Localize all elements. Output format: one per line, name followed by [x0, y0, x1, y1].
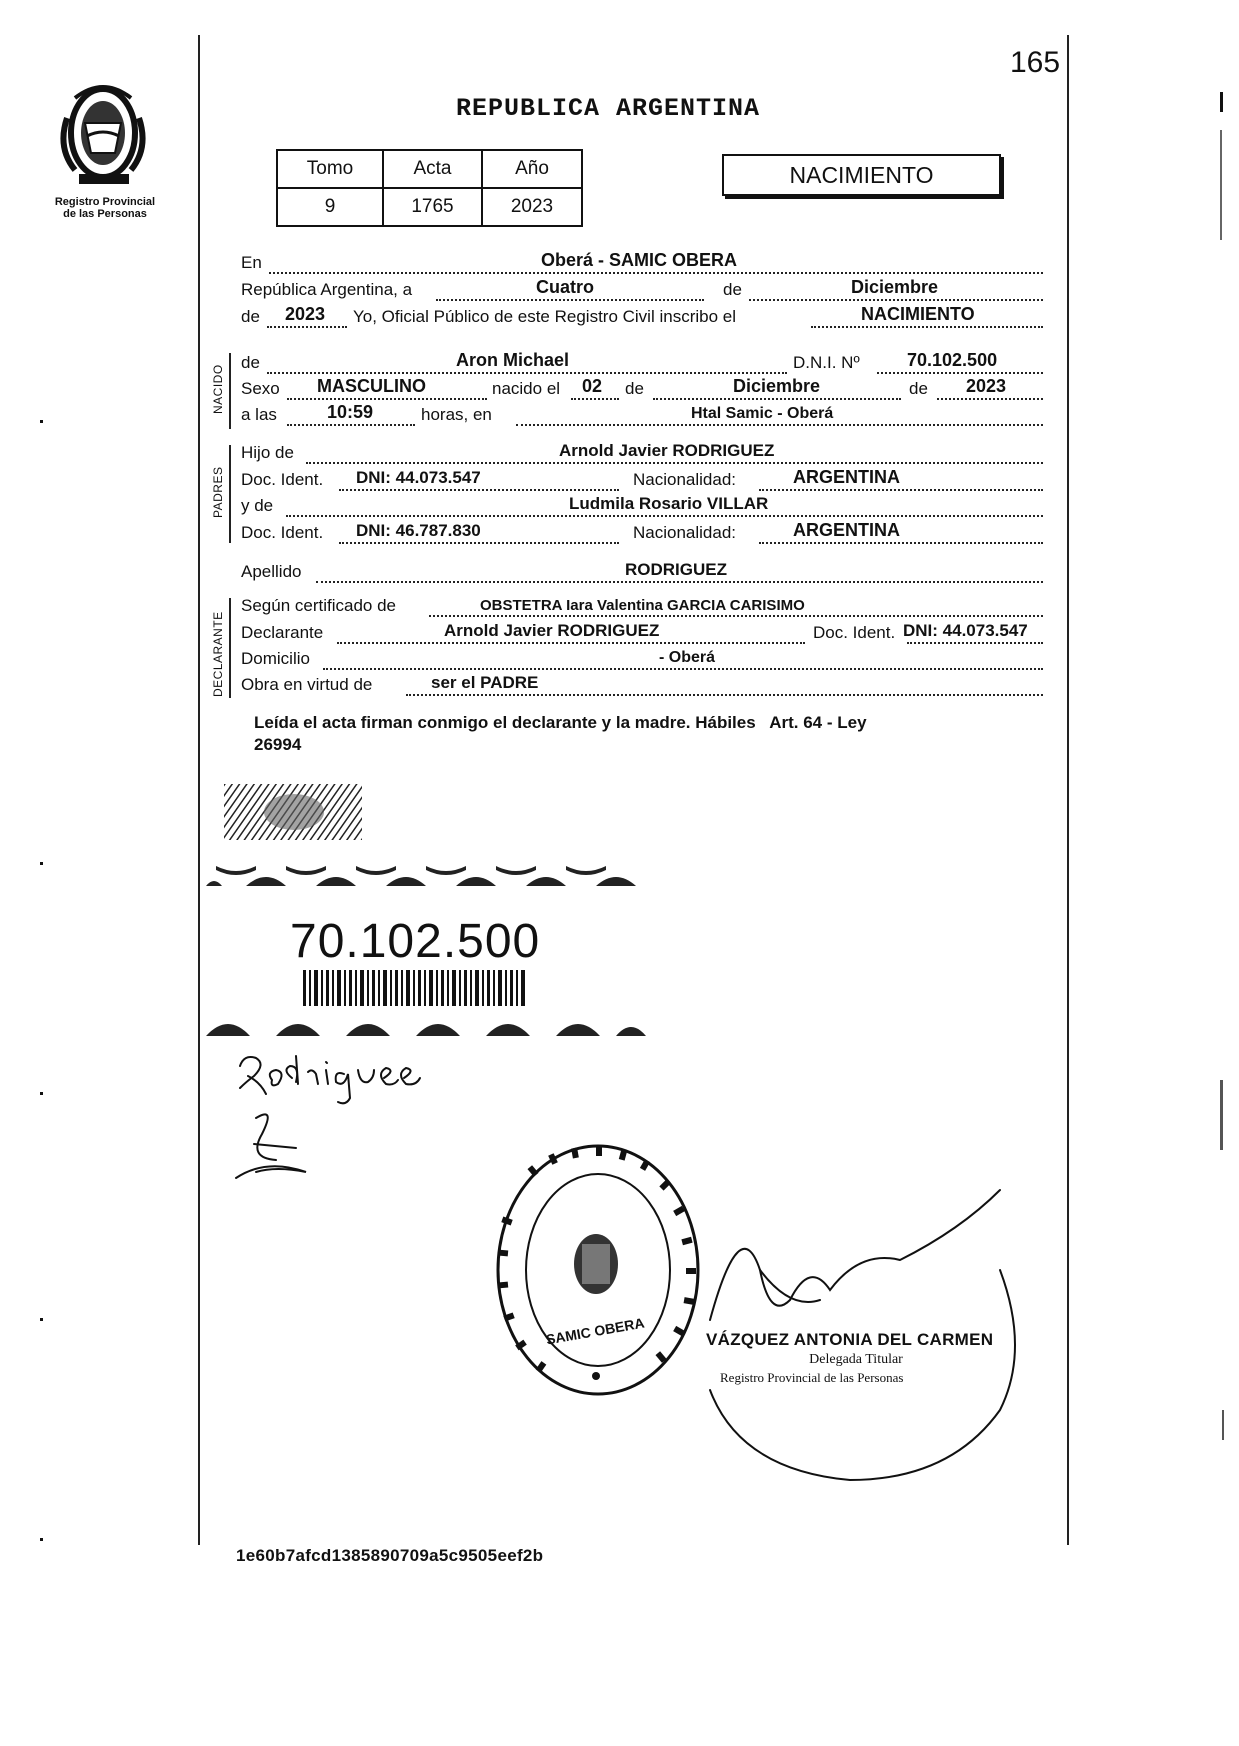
row-hora — [241, 404, 1046, 429]
row-obra — [241, 674, 1046, 699]
anio-value: 2023 — [285, 304, 326, 324]
nacido-el-label: nacido el — [492, 379, 561, 398]
hijo-de-label: Hijo de — [241, 443, 294, 462]
acta-table — [276, 149, 583, 227]
registry-stamp — [490, 1136, 710, 1404]
apellido-label: Apellido — [241, 562, 302, 581]
dotted-line — [516, 424, 1043, 426]
certificado-label: Según certificado de — [241, 596, 396, 615]
row-lugar — [241, 252, 1046, 277]
closing-statement-line2: 26994 — [254, 735, 302, 754]
nombre-value: Aron Michael — [456, 350, 570, 370]
dotted-line — [287, 398, 487, 400]
doc-ident-label: Doc. Ident. — [241, 470, 324, 489]
seal-emblem-icon — [55, 78, 175, 196]
doc-ident-label: Doc. Ident. — [813, 623, 896, 642]
madre-nacionalidad-value: ARGENTINA — [793, 520, 900, 540]
tipo-value: NACIMIENTO — [861, 304, 975, 324]
dotted-line — [937, 398, 1043, 400]
official-role: Delegada Titular — [809, 1352, 903, 1367]
dotted-line — [286, 515, 1043, 517]
de-label: de — [909, 379, 928, 398]
official-signature — [700, 1150, 1040, 1490]
y-de-label: y de — [241, 496, 274, 515]
dia-texto-value: Cuatro — [536, 277, 594, 297]
row-declarante — [241, 622, 1046, 647]
dotted-line — [269, 272, 1043, 274]
row-sexo — [241, 378, 1046, 403]
mes-value: Diciembre — [851, 277, 939, 297]
row-nombre — [241, 352, 1046, 377]
scan-mark — [40, 1318, 43, 1321]
sexo-value: MASCULINO — [317, 376, 426, 396]
row-madre-doc — [241, 522, 1046, 547]
acta-table-header-row — [277, 150, 582, 188]
official-name: VÁZQUEZ ANTONIA DEL CARMEN — [706, 1330, 994, 1349]
dotted-line — [267, 372, 787, 374]
lugar-value: Oberá - SAMIC OBERA — [541, 250, 738, 270]
dotted-line — [811, 326, 1043, 328]
padres-bracket — [229, 445, 231, 543]
madre-value: Ludmila Rosario VILLAR — [569, 494, 769, 513]
doc-ident-label: Doc. Ident. — [241, 523, 324, 542]
dotted-line — [323, 668, 1043, 670]
seal-caption-line2: de las Personas — [63, 208, 147, 220]
padres-section-label: PADRES — [211, 466, 225, 518]
dotted-line — [406, 694, 1043, 696]
dotted-line — [316, 581, 1043, 583]
stamp-inner-text: SAMIC OBERA — [544, 1314, 646, 1348]
a-las-label: a las — [241, 405, 277, 424]
dotted-line — [339, 489, 619, 491]
declarante-section-label: DECLARANTE — [211, 611, 225, 697]
dni-label: D.N.I. Nº — [793, 353, 860, 372]
declarante-value: Arnold Javier RODRIGUEZ — [444, 621, 660, 640]
dotted-line — [759, 542, 1043, 544]
closing-statement — [254, 712, 1044, 756]
dotted-line — [759, 489, 1043, 491]
madre-doc-value: DNI: 46.787.830 — [356, 521, 481, 540]
de-label: de — [723, 280, 742, 299]
mes-nacido-value: Diciembre — [733, 376, 821, 396]
sexo-label: Sexo — [241, 379, 280, 398]
left-margin-line — [198, 35, 200, 1545]
dotted-line — [339, 542, 619, 544]
nacionalidad-label: Nacionalidad: — [633, 470, 737, 489]
dotted-line — [571, 398, 619, 400]
acta-table-header: Acta — [383, 150, 482, 188]
padre-value: Arnold Javier RODRIGUEZ — [559, 441, 775, 460]
acta-table-cell: 2023 — [482, 188, 582, 226]
apellido-value: RODRIGUEZ — [625, 560, 727, 579]
barcode — [303, 970, 528, 1006]
obra-value: ser el PADRE — [431, 673, 539, 692]
dotted-line — [907, 642, 1043, 644]
scan-mark — [1220, 1080, 1223, 1150]
row-padre — [241, 442, 1046, 467]
row-certificado — [241, 595, 1046, 620]
dotted-line — [653, 398, 901, 400]
nacionalidad-label: Nacionalidad: — [633, 523, 737, 542]
security-hologram — [224, 784, 362, 840]
record-type-box: NACIMIENTO — [722, 154, 1001, 196]
row-fecha — [241, 279, 1046, 304]
hora-value: 10:59 — [327, 402, 374, 422]
de-label: de — [625, 379, 644, 398]
barcode-number: 70.102.500 — [290, 915, 541, 968]
acta-table-header: Tomo — [277, 150, 383, 188]
dotted-line — [749, 299, 1043, 301]
scan-mark — [40, 1538, 43, 1541]
official-stamp-block — [706, 1330, 1006, 1386]
padre-nacionalidad-value: ARGENTINA — [793, 467, 900, 487]
dni-value: 70.102.500 — [907, 350, 998, 370]
republica-label: República Argentina, a — [241, 280, 413, 299]
provincial-seal — [54, 78, 175, 220]
row-apellido — [241, 561, 1046, 586]
official-office: Registro Provincial de las Personas — [720, 1370, 904, 1385]
lugar-nacimiento-value: Htal Samic - Oberá — [691, 405, 834, 422]
domicilio-label: Domicilio — [241, 649, 310, 668]
row-anio — [241, 306, 1046, 331]
acta-table-cell: 1765 — [383, 188, 482, 226]
dotted-line — [267, 326, 347, 328]
seal-caption-line1: Registro Provincial — [54, 196, 156, 208]
domicilio-value: - Oberá — [659, 649, 716, 666]
horas-en-label: horas, en — [421, 405, 492, 424]
en-label: En — [241, 253, 262, 272]
padre-doc-value: DNI: 44.073.547 — [356, 468, 481, 487]
page-number: 165 — [1010, 46, 1061, 79]
closing-statement-line1: Leída el acta firman conmigo el declarante y la madre. Hábiles Art. 64 - Ley — [254, 713, 867, 732]
dotted-line — [287, 424, 415, 426]
document-hash: 1e60b7afcd1385890709a5c9505eef2b — [236, 1546, 544, 1565]
acta-table-cell: 9 — [277, 188, 383, 226]
nacido-bracket — [229, 353, 231, 429]
de-label: de — [241, 307, 260, 326]
scan-mark — [1220, 92, 1223, 112]
scan-mark — [40, 420, 43, 423]
certificado-value: OBSTETRA Iara Valentina GARCIA CARISIMO — [480, 597, 805, 614]
row-madre — [241, 495, 1046, 520]
handwritten-signature — [226, 1048, 466, 1188]
dotted-line — [306, 462, 1043, 464]
acta-table-header: Año — [482, 150, 582, 188]
scan-mark — [40, 1092, 43, 1095]
seal-caption — [35, 196, 175, 220]
security-band-bottom — [206, 1008, 646, 1036]
security-band-top — [206, 846, 646, 886]
dotted-line — [337, 642, 805, 644]
scan-mark — [40, 862, 43, 865]
declarante-label: Declarante — [241, 623, 324, 642]
dotted-line — [436, 299, 704, 301]
dotted-line — [429, 615, 1043, 617]
dia-value: 02 — [582, 376, 603, 396]
acta-table-value-row — [277, 188, 582, 226]
yo-text: Yo, Oficial Público de este Registro Civil inscribo el — [353, 307, 736, 326]
right-margin-line — [1067, 35, 1069, 1545]
row-padre-doc — [241, 469, 1046, 494]
scan-mark — [1220, 130, 1222, 240]
de-label: de — [241, 353, 260, 372]
anio-nacido-value: 2023 — [966, 376, 1007, 396]
declarante-doc-value: DNI: 44.073.547 — [903, 621, 1028, 640]
declarante-bracket — [229, 598, 231, 698]
obra-label: Obra en virtud de — [241, 675, 373, 694]
nacido-section-label: NACIDO — [211, 364, 225, 414]
row-domicilio — [241, 648, 1046, 673]
document-title: REPUBLICA ARGENTINA — [456, 94, 761, 123]
scan-mark — [1222, 1410, 1224, 1440]
dotted-line — [877, 372, 1043, 374]
